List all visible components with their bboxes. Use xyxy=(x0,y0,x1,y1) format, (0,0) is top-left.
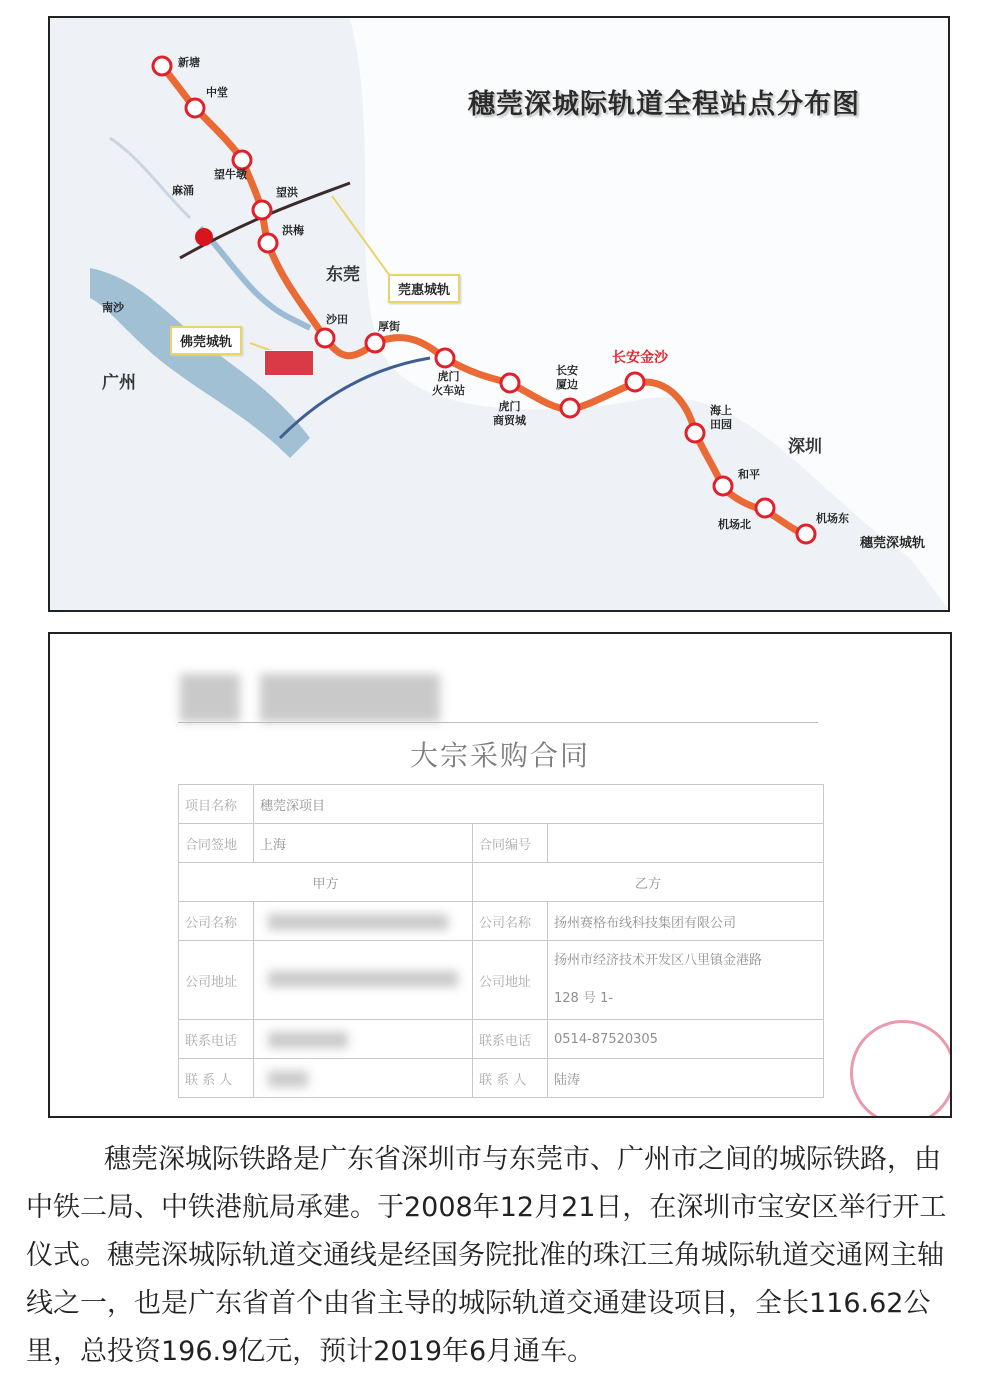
contact-value-a xyxy=(254,1059,473,1098)
company-name-label-b: 公司名称 xyxy=(473,902,548,941)
table-row xyxy=(179,941,824,1020)
station-label-changan-xiabian-line1: 长安 xyxy=(556,364,578,377)
station-label-haishang-line1: 海上 xyxy=(710,404,732,417)
station-label-humen-mall xyxy=(493,400,526,428)
station-label-humen-station xyxy=(432,370,465,398)
phone-label-a: 联系电话 xyxy=(179,1020,254,1059)
project-name-value: 穗莞深项目 xyxy=(254,785,824,824)
phone-value-b: 0514-87520305 xyxy=(548,1020,824,1059)
station-marker-xintang xyxy=(153,57,171,75)
table-row xyxy=(179,1020,824,1059)
label-foguan-line: 佛莞城轨 xyxy=(170,326,242,355)
city-dongguan: 东莞 xyxy=(326,265,360,285)
station-label-hongmei: 洪梅 xyxy=(282,224,304,237)
label-suiguanshen-line: 穗莞深城轨 xyxy=(860,536,926,551)
station-label-wanghong: 望洪 xyxy=(276,186,298,199)
station-label-shatian: 沙田 xyxy=(326,313,348,326)
station-label-airport-east: 机场东 xyxy=(816,512,849,525)
redacted-address xyxy=(268,971,458,987)
station-marker-wangniudun xyxy=(233,151,251,169)
station-label-changan-xiabian-line2: 厦边 xyxy=(556,378,578,391)
route-map xyxy=(48,16,950,612)
contract-document xyxy=(48,632,952,1118)
address-b-line2: 128 号 1- xyxy=(554,991,614,1006)
station-label-haishang xyxy=(710,404,732,432)
station-marker-humen-mall xyxy=(501,374,519,392)
company-name-value-b: 扬州赛格布线科技集团有限公司 xyxy=(548,902,824,941)
map-title: 穗莞深城际轨道全程站点分布图 xyxy=(468,89,860,120)
station-label-heping: 和平 xyxy=(738,468,760,481)
station-label-airport-north: 机场北 xyxy=(718,518,751,531)
station-marker-zhongtang xyxy=(186,99,204,117)
station-label-humen-station-line1: 虎门 xyxy=(437,370,460,383)
station-label-xintang: 新塘 xyxy=(178,56,200,69)
station-marker-changan-jinsha xyxy=(626,373,644,391)
redacted-phone xyxy=(268,1032,348,1048)
city-shenzhen: 深圳 xyxy=(788,437,822,457)
station-label-machong: 麻涌 xyxy=(172,184,194,197)
address-value-a xyxy=(254,941,473,1020)
header-rule xyxy=(178,722,818,723)
address-value-b xyxy=(548,941,824,1020)
contract-title: 大宗采购合同 xyxy=(410,739,591,772)
company-name-value-a xyxy=(254,902,473,941)
contract-no-label: 合同编号 xyxy=(473,824,548,863)
redacted-company-header xyxy=(260,674,440,722)
station-marker-changan-xiabian xyxy=(561,399,579,417)
contract-no-value xyxy=(548,824,824,863)
address-label-b: 公司地址 xyxy=(473,941,548,1020)
party-b-header: 乙方 xyxy=(473,863,824,902)
interchange-note-box xyxy=(264,350,314,376)
station-marker-humen-station xyxy=(436,349,454,367)
station-marker-heping xyxy=(714,477,732,495)
contract-table xyxy=(178,784,824,1098)
station-label-wangniudun: 望牛墩 xyxy=(214,168,247,181)
table-row xyxy=(179,1059,824,1098)
contact-value-b: 陆涛 xyxy=(548,1059,824,1098)
table-row xyxy=(179,863,824,902)
station-marker-shatian xyxy=(316,329,334,347)
table-row xyxy=(179,902,824,941)
station-marker-hongmei xyxy=(259,234,277,252)
station-label-zhongtang: 中堂 xyxy=(206,86,228,99)
address-label-a: 公司地址 xyxy=(179,941,254,1020)
station-label-changan-xiabian xyxy=(556,364,578,392)
redacted-company-name xyxy=(268,914,448,930)
station-label-humen-mall-line1: 虎门 xyxy=(498,400,521,413)
station-label-houjie: 厚街 xyxy=(378,320,400,333)
station-marker-airport-east xyxy=(797,525,815,543)
redacted-contact xyxy=(268,1071,308,1087)
contact-label-b: 联 系 人 xyxy=(473,1059,548,1098)
station-label-humen-station-line2: 火车站 xyxy=(432,384,465,397)
station-marker-houjie xyxy=(366,334,384,352)
sign-place-label: 合同签地 xyxy=(179,824,254,863)
interchange-marker xyxy=(195,228,213,246)
phone-label-b: 联系电话 xyxy=(473,1020,548,1059)
station-marker-haishang xyxy=(686,424,704,442)
sign-place-value: 上海 xyxy=(254,824,473,863)
description-paragraph: 穗莞深城际铁路是广东省深圳市与东莞市、广州市之间的城际铁路，由中铁二局、中铁港航局承建。于2008年12月21日，在深圳市宝安区举行开工仪式。穗莞深城际轨道交通线是经国务院批准的珠江三角城际轨道交通网主轴线之一，也是广东省首个由省主导的城际轨道交通建设项目，全长116.62公里，总投资196.9亿元，预计2019年6月通车。 xyxy=(26,1144,947,1367)
redacted-logo xyxy=(180,674,240,722)
table-row xyxy=(179,785,824,824)
contact-label-a: 联 系 人 xyxy=(179,1059,254,1098)
station-marker-wanghong xyxy=(253,201,271,219)
station-label-changan-jinsha: 长安金沙 xyxy=(612,350,668,366)
project-name-label: 项目名称 xyxy=(179,785,254,824)
company-name-label-a: 公司名称 xyxy=(179,902,254,941)
station-marker-airport-north xyxy=(756,499,774,517)
address-b-line1: 扬州市经济技术开发区八里镇金港路 xyxy=(554,953,763,968)
table-row xyxy=(179,824,824,863)
station-label-haishang-line2: 田园 xyxy=(710,418,732,431)
phone-value-a xyxy=(254,1020,473,1059)
station-label-humen-mall-line2: 商贸城 xyxy=(493,414,526,427)
company-seal xyxy=(850,1020,952,1118)
label-nansha: 南沙 xyxy=(102,301,124,314)
city-guangzhou: 广州 xyxy=(102,373,136,393)
party-a-header: 甲方 xyxy=(179,863,473,902)
label-guanhui-line: 莞惠城轨 xyxy=(388,274,460,303)
